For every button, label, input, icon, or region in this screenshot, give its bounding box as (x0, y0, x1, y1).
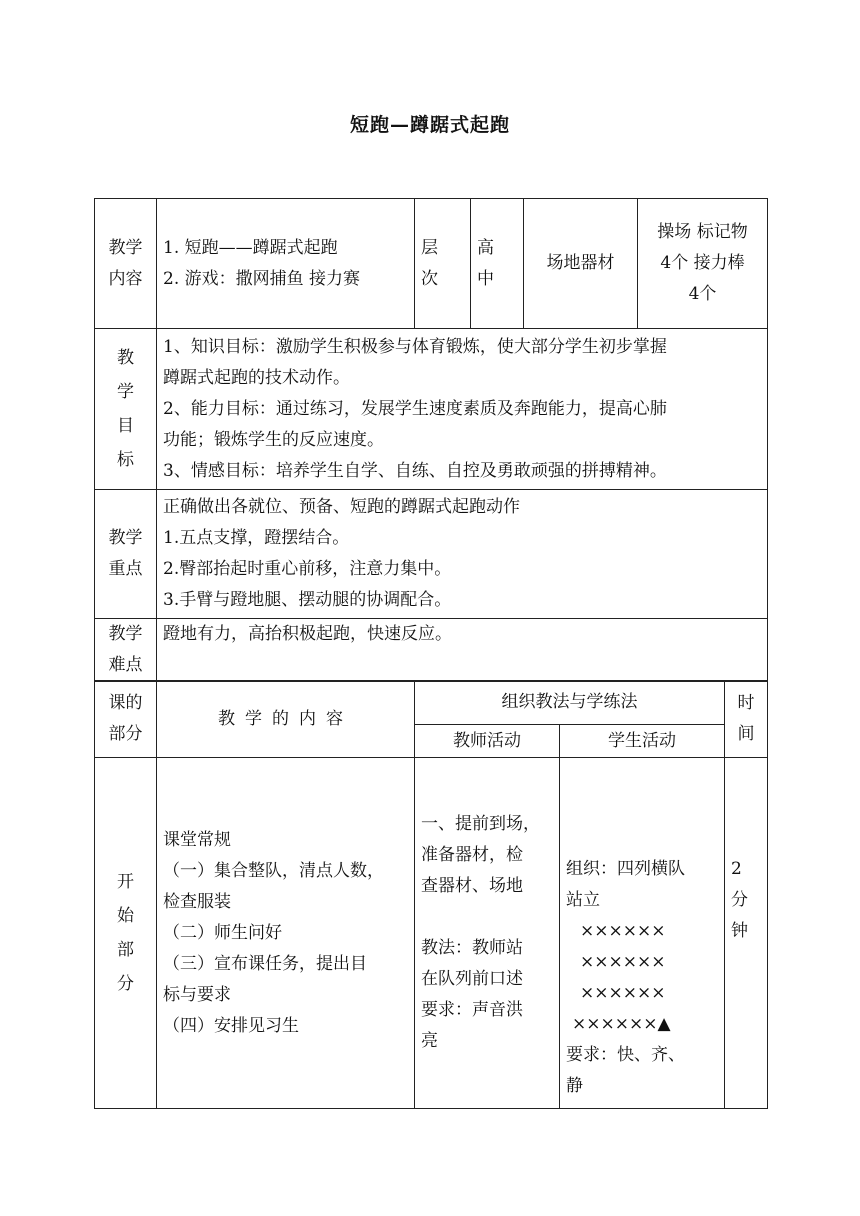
part-header-line: 课的 (108, 693, 143, 713)
teacher-line: 教法：教师站 (421, 938, 523, 958)
goals-cell (157, 329, 768, 490)
start-content-line: 课堂常规 (163, 829, 231, 850)
teacher-line (421, 902, 553, 933)
time-line: 2 (731, 859, 742, 879)
activity-table (94, 680, 768, 1109)
key-points-row (95, 490, 768, 619)
difficulty-cell: 蹬地有力，高抬积极起跑，快速反应。 (157, 619, 768, 682)
goals-label-char: 目 (117, 416, 134, 436)
teacher-line: 一、提前到场， (421, 814, 540, 834)
start-section-row (95, 758, 768, 1109)
start-content-cell (157, 758, 415, 1109)
goals-label-char: 标 (117, 450, 134, 470)
goals-label-cell (95, 329, 157, 490)
difficulty-row (95, 619, 768, 682)
goal-line: 3、情感目标：培养学生自学、自练、自控及勇敢顽强的拼搏精神。 (163, 460, 667, 481)
goal-line: 1、知识目标：激励学生积极参与体育锻炼，使大部分学生初步掌握 (163, 336, 667, 357)
goal-line: 蹲踞式起跑的技术动作。 (163, 367, 350, 388)
time-cell (725, 758, 768, 1109)
teacher-line: 准备器材，检 (421, 845, 523, 865)
goals-row (95, 329, 768, 490)
equipment-line: 4个 (688, 284, 717, 304)
content-cell (157, 199, 415, 329)
level-label-line: 次 (421, 268, 438, 289)
teacher-activity-cell (415, 758, 560, 1109)
goal-line: 功能；锻炼学生的反应速度。 (163, 429, 384, 450)
teacher-header-cell: 教师活动 (415, 725, 560, 758)
key-point-line: 2.臀部抬起时重心前移，注意力集中。 (163, 559, 452, 579)
goals-label-char: 教 (117, 348, 134, 368)
start-content-line: （一）集合整队，清点人数， (163, 860, 384, 881)
level-label-line: 层 (421, 237, 438, 258)
header-row (95, 681, 768, 725)
start-label-char: 始 (117, 906, 134, 926)
key-points-label-line: 重点 (108, 559, 143, 579)
level-value-cell (471, 199, 524, 329)
formation-row-with-teacher: ××××××▲ (572, 1014, 671, 1034)
equipment-value-cell (638, 199, 768, 329)
formation-row: ×××××× (580, 921, 666, 941)
key-points-label-cell (95, 490, 157, 619)
time-header-line: 时 (737, 693, 755, 713)
start-content-line: 标与要求 (163, 984, 231, 1005)
level-value-line: 高 (477, 237, 494, 258)
part-header-cell (95, 681, 157, 758)
lesson-plan-table (94, 198, 768, 682)
key-points-cell (157, 490, 768, 619)
content-label-line: 内容 (108, 268, 143, 289)
start-content-line: （四）安排见习生 (163, 1015, 299, 1036)
content-header-cell: 教学的内容 (157, 681, 415, 758)
part-header-line: 部分 (108, 724, 143, 744)
student-activity-cell (560, 758, 725, 1109)
equipment-label-cell: 场地器材 (524, 199, 638, 329)
time-header-cell (725, 681, 768, 758)
content-label-cell (95, 199, 157, 329)
formation-row: ×××××× (580, 983, 666, 1003)
student-header-cell: 学生活动 (560, 725, 725, 758)
key-point-line: 正确做出各就位、预备、短跑的蹲踞式起跑动作 (163, 497, 520, 517)
goals-label-char: 学 (117, 382, 134, 402)
start-label-char: 分 (117, 974, 134, 994)
content-label-line: 教学 (108, 237, 143, 258)
equipment-line: 4个 接力棒 (660, 253, 745, 273)
time-header-line: 间 (737, 724, 755, 744)
student-line: 要求：快、齐、 (566, 1045, 685, 1065)
difficulty-label-line: 难点 (108, 655, 143, 675)
level-value-line: 中 (477, 268, 494, 289)
content-line: 2. 游戏：撒网捕鱼 接力赛 (163, 268, 361, 289)
teacher-line: 亮 (421, 1031, 438, 1051)
key-point-line: 3.手臂与蹬地腿、摆动腿的协调配合。 (163, 590, 452, 610)
difficulty-label-line: 教学 (108, 624, 143, 644)
equipment-line: 操场 标记物 (657, 222, 748, 242)
start-content-line: （三）宣布课任务，提出目 (163, 953, 367, 974)
student-line: 静 (566, 1076, 583, 1096)
content-line: 1. 短跑——蹲踞式起跑 (163, 237, 338, 258)
key-point-line: 1.五点支撑，蹬摆结合。 (163, 528, 350, 548)
teacher-line: 在队列前口述 (421, 969, 523, 989)
formation-row: ×××××× (580, 952, 666, 972)
start-label-cell (95, 758, 157, 1109)
page-title: 短跑—蹲踞式起跑 (349, 114, 510, 136)
teacher-line: 要求：声音洪 (421, 1000, 523, 1020)
student-line: 站立 (566, 890, 600, 910)
method-header-cell: 组织教法与学练法 (415, 681, 725, 725)
student-line: 组织：四列横队 (566, 859, 685, 879)
start-label-char: 部 (117, 940, 134, 960)
key-points-label-line: 教学 (108, 528, 143, 548)
start-content-line: （二）师生问好 (163, 922, 282, 943)
start-label-char: 开 (117, 872, 134, 892)
time-line: 钟 (731, 921, 748, 941)
start-content-line: 检查服装 (163, 891, 231, 912)
time-line: 分 (731, 890, 748, 910)
level-label-cell (415, 199, 471, 329)
goal-line: 2、能力目标：通过练习，发展学生速度素质及奔跑能力，提高心肺 (163, 398, 667, 419)
content-row (95, 199, 768, 329)
teacher-line: 查器材、场地 (421, 876, 523, 896)
difficulty-label-cell (95, 619, 157, 682)
